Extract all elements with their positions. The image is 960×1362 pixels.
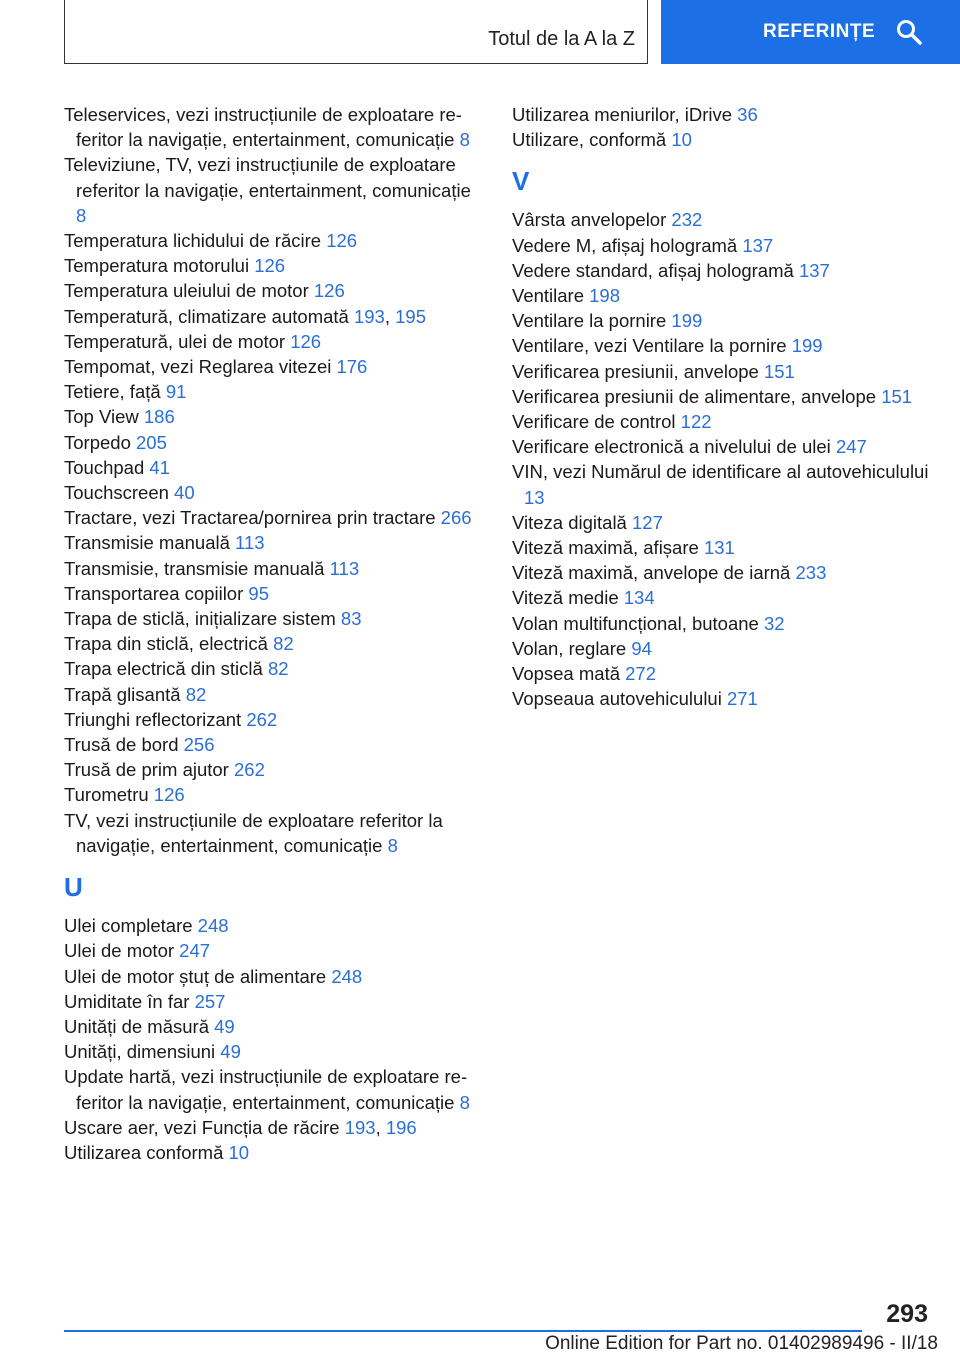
index-entry [64,581,480,606]
page-ref-link[interactable]: 199 [671,310,703,332]
index-entry-text: Trapa electrică din sticlă [64,658,268,680]
index-entry [64,757,480,782]
index-entry [512,560,932,585]
index-entry-text: Top View [64,406,144,428]
page-ref-link[interactable]: 247 [179,940,211,962]
index-entry-text: Viteză medie [512,587,624,609]
index-entry [64,455,480,480]
index-entry [512,585,932,610]
page-number: 293 [886,1300,928,1328]
page-ref-link[interactable]: 49 [220,1041,241,1063]
index-entry [512,409,932,434]
page-ref-link[interactable]: 137 [742,234,774,256]
page-ref-link[interactable]: 95 [248,582,269,604]
index-entry [512,207,932,232]
index-entry-text: Tetiere, față [64,381,166,403]
index-entry-text: Unități, dimensiuni [64,1041,221,1063]
index-entry-text: Update hartă, vezi instrucțiunile de exploatare referitor la navigație, entertainment, comunicație [64,1066,468,1113]
page-ref-link[interactable]: 233 [795,562,827,584]
index-entry-text: Temperatură, climatizare automată [64,305,354,327]
page-ref-link[interactable]: 126 [153,784,185,806]
index-entry [64,1115,480,1140]
page-ref-link[interactable]: 271 [726,688,758,710]
index-entry-text: Temperatura motorului [64,255,255,277]
index-entry [64,782,480,807]
index-entry-text: Temperatură, ulei de motor [64,330,291,352]
index-entry [64,989,480,1014]
index-entry-text: Ulei de motor ștuț de alimentare [64,965,332,987]
index-entry [512,283,932,308]
index-entry-text: Teleservices, vezi instrucțiunile de exploatare referitor la navigație, entertainment, comunicație [64,104,462,151]
index-entry-text: Utilizarea conformă [64,1141,229,1163]
page-ref-link[interactable]: 257 [194,990,226,1012]
index-entry [512,102,932,127]
index-entry [512,510,932,535]
index-entry [64,505,480,530]
page-ref-link[interactable]: 8 [459,129,470,151]
page-ref-link[interactable]: 82 [267,658,289,680]
page-ref-link[interactable]: 41 [149,456,170,478]
index-entry-text: Viteză maximă, anvelope de iarnă [512,562,796,584]
index-entry [64,430,480,455]
index-entry-text: Verificare electronică a nivelului de ulei [512,436,836,458]
index-entry [512,535,932,560]
page-ref-link[interactable]: 134 [623,587,655,609]
index-entry-text: Volan, reglare [512,637,632,659]
index-entry-text: Torpedo [64,431,136,453]
section-letter: U [64,872,83,903]
index-entry-text: Ulei completare [64,915,198,937]
index-entry [512,459,932,509]
page-ref-link[interactable]: 262 [246,708,278,730]
index-entry-text: Unități de măsură [64,1015,215,1037]
search-icon[interactable] [895,18,923,46]
index-entry [64,152,480,228]
page-ref-link[interactable]: 126 [313,280,345,302]
index-entry-text: Vedere standard, afișaj hologramă [512,259,799,281]
index-entry-text: Ventilare, vezi Ventilare la pornire [512,335,792,357]
page-ref-separator: , [375,1116,386,1138]
section-title: Totul de la A la Z [488,28,635,50]
index-entry-text: Vopsea mată [512,663,626,685]
index-entry-text: Televiziune, TV, vezi instrucțiunile de exploatare referitor la navigație, entertainment, comunicație [64,154,471,201]
index-entry [512,384,932,409]
page-ref-link[interactable]: 10 [228,1141,250,1163]
index-entry-text: Temperatura uleiului de motor [64,280,314,302]
index-entry-text: Triunghi reflectorizant [64,708,247,730]
index-entry [512,333,932,358]
page-ref-link[interactable]: 266 [440,507,472,529]
page-ref-link[interactable]: 248 [331,965,363,987]
index-entry [64,556,480,581]
page-ref-link[interactable]: 151 [881,385,913,407]
references-nav-button[interactable] [661,0,960,64]
index-entry [64,354,480,379]
index-entry [64,732,480,757]
index-column-right [512,102,932,711]
index-entry [64,631,480,656]
page-ref-link[interactable]: 113 [235,532,265,554]
index-entry-text: Vârsta anvelopelor [512,209,672,231]
page-ref-link[interactable]: 256 [183,734,215,756]
page-ref-link[interactable]: 137 [798,259,830,281]
index-entry-text: Transmisie manuală [64,532,236,554]
page-ref-link[interactable]: 82 [273,633,294,655]
page-ref-link[interactable]: 193 [344,1116,376,1138]
index-entry-text: Transportarea copiilor [64,582,249,604]
references-label: REFERINȚE [763,21,876,42]
page-ref-link[interactable]: 8 [387,834,398,856]
index-entry [64,1014,480,1039]
index-entry-text: Uscare aer, vezi Funcția de răcire [64,1116,345,1138]
index-entry [64,964,480,989]
index-column-left [64,102,480,1165]
page-ref-link[interactable]: 113 [329,557,360,579]
page-ref-link[interactable]: 82 [185,683,207,705]
index-entry-text: Trapa din sticlă, electrică [64,633,274,655]
index-entry-text: Vopseaua autovehiculului [512,688,727,710]
index-entry-text: Viteză maximă, afișare [512,537,704,559]
index-entry [64,480,480,505]
page-ref-link[interactable]: 195 [395,305,426,327]
index-entry [64,606,480,631]
index-entry-text: Turometru [64,784,154,806]
index-entry [64,808,480,858]
header-section-box [64,0,648,64]
index-entry-text: Verificarea presiunii, anvelope [512,360,764,382]
page-ref-link[interactable]: 13 [524,486,545,508]
edition-info: Online Edition for Part no. 01402989496 - II/18 [545,1333,938,1354]
index-entry-text: Temperatura lichidului de răcire [64,230,327,252]
index-entry [512,359,932,384]
page-ref-link[interactable]: 131 [703,537,735,559]
page-ref-link[interactable]: 32 [763,612,785,634]
index-entry [64,304,480,329]
page-ref-link[interactable]: 262 [234,759,265,781]
page-ref-link[interactable]: 49 [214,1015,235,1037]
index-entry-text: Trusă de prim ajutor [64,759,234,781]
index-entry-text: Ventilare [512,285,590,307]
page-ref-link[interactable]: 186 [143,406,175,428]
page-ref-link[interactable]: 8 [76,204,87,226]
index-entry-text: Trapă glisantă [64,683,186,705]
page-ref-link[interactable]: 8 [459,1091,470,1113]
index-entry [512,636,932,661]
index-entry-text: Viteza digitală [512,511,632,533]
index-entry-text: Volan multifuncțional, butoane [512,612,764,634]
page-ref-link[interactable]: 272 [625,663,657,685]
page-ref-link[interactable]: 91 [165,381,187,403]
index-entry [64,278,480,303]
footer-divider [64,1330,862,1332]
index-entry-text: Tempomat, vezi Reglarea vitezei [64,356,337,378]
page-ref-link[interactable]: 126 [254,255,286,277]
page-ref-link[interactable]: 122 [680,411,712,433]
index-entry [64,530,480,555]
index-entry-text: Verificarea presiunii de alimentare, anvelope [512,385,882,407]
page-ref-link[interactable]: 151 [763,360,795,382]
index-entry-text: Trapa de sticlă, inițializare sistem [64,608,341,630]
index-entry [512,434,932,459]
index-entry [512,686,932,711]
index-entry [64,228,480,253]
index-entry-text: Utilizare, conformă [512,129,672,151]
index-entry-text: Vedere M, afișaj hologramă [512,234,743,256]
index-entry-text: Tractare, vezi Tractarea/pornirea prin tractare [64,507,441,529]
page-ref-link[interactable]: 247 [835,436,867,458]
page-ref-link[interactable]: 232 [671,209,703,231]
index-entry-text: Ventilare la pornire [512,310,672,332]
index-entry [64,707,480,732]
index-entry-text: Verificare de control [512,411,681,433]
index-entry [64,1039,480,1064]
index-entry-text: Umiditate în far [64,990,195,1012]
index-entry [512,661,932,686]
page-ref-separator: , [384,305,396,327]
page-ref-link[interactable]: 176 [336,356,368,378]
page-ref-link[interactable]: 36 [737,104,758,125]
index-entry [512,308,932,333]
page-ref-link[interactable]: 40 [174,482,195,504]
index-entry [64,102,480,152]
page-ref-link[interactable]: 196 [385,1116,417,1138]
index-entry [64,329,480,354]
page-ref-link[interactable]: 126 [290,330,322,352]
page-ref-link[interactable]: 193 [353,305,385,327]
index-entry-text: Utilizarea meniurilor, iDrive [512,104,738,125]
index-entry [64,682,480,707]
index-entry-text: TV, vezi instrucțiunile de exploatare referitor la navigație, entertainment, comunicație [64,809,443,856]
index-entry-text: Touchpad [64,456,150,478]
page-ref-link[interactable]: 126 [326,230,358,252]
page-ref-link[interactable]: 83 [340,608,362,630]
index-entry [64,253,480,278]
page-ref-link[interactable]: 198 [589,285,621,307]
page-ref-link[interactable]: 248 [197,915,229,937]
page-ref-link[interactable]: 94 [631,637,652,659]
index-entry [64,656,480,681]
index-entry [512,258,932,283]
index-entry [64,404,480,429]
page-ref-link[interactable]: 127 [632,511,663,533]
index-entry-text: Ulei de motor [64,940,180,962]
index-entry [64,938,480,963]
page-ref-link[interactable]: 199 [791,335,823,357]
index-entry [64,379,480,404]
index-entry [512,233,932,258]
index-entry [512,611,932,636]
section-letter: V [512,166,530,197]
page-ref-link[interactable]: 10 [671,129,692,151]
index-entry-text: Transmisie, transmisie manuală [64,557,330,579]
page-ref-link[interactable]: 205 [136,431,167,453]
index-entry-text: VIN, vezi Numărul de identificare al autovehiculului [512,461,929,483]
index-entry-text: Touchscreen [64,482,175,504]
index-entry [64,1140,480,1165]
index-entry-text: Trusă de bord [64,734,184,756]
index-entry [64,1064,480,1114]
index-entry [512,127,932,152]
index-entry [64,913,480,938]
